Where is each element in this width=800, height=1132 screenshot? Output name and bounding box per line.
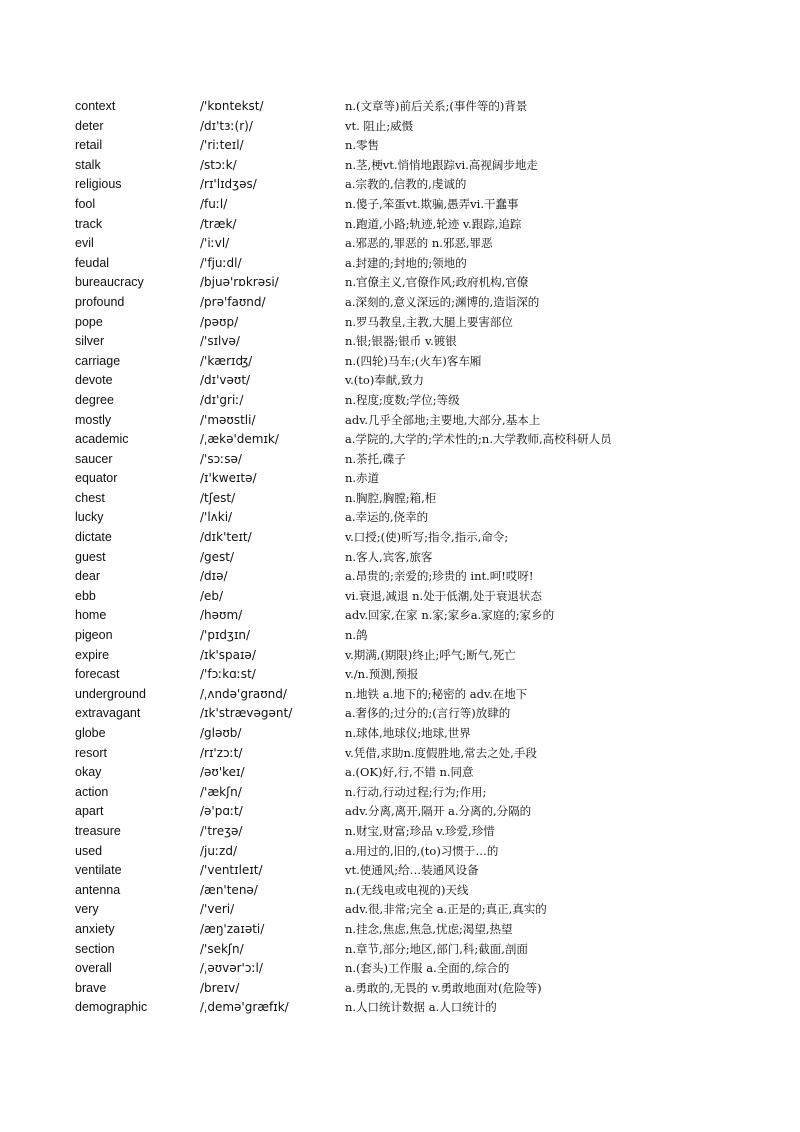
vocab-definition: a.用过的,旧的,(to)习惯于…的 [345,843,499,858]
vocab-word: overall [75,961,112,976]
vocab-row [75,430,775,450]
vocab-row [75,469,775,489]
vocab-definition: a.宗教的,信教的,虔诚的 [345,177,467,192]
vocab-phonetic: /ə'pɑːt/ [200,804,243,819]
vocab-phonetic: /'sɔːsə/ [200,451,242,466]
vocab-row [75,665,775,685]
vocab-phonetic: /'fɔːkɑːst/ [200,667,256,682]
vocab-word: silver [75,334,105,349]
vocab-definition: vt.使通风;给…装通风设备 [345,863,479,878]
vocab-definition: n.球体,地球仪;地球,世界 [345,726,471,740]
vocab-phonetic: /gləʊb/ [200,726,242,740]
vocab-phonetic: /stɔːk/ [200,157,237,172]
vocab-word: resort [75,745,107,760]
vocab-phonetic: /ˌækə'demɪk/ [200,432,279,447]
vocab-word: context [75,99,116,113]
vocab-phonetic: /træk/ [200,216,237,231]
vocab-phonetic: /əʊ'keɪ/ [200,765,245,780]
vocab-phonetic: /'fjuːdl/ [200,255,242,270]
vocab-definition: n.茎,梗vt.悄悄地跟踪vi.高视阔步地走 [345,157,538,172]
vocab-phonetic: /eb/ [200,588,224,603]
vocab-row [75,959,775,979]
vocab-word: antenna [75,882,121,897]
vocab-definition: v.(to)奉献,致力 [345,373,424,388]
vocab-word: saucer [75,451,113,466]
vocab-word: guest [75,549,106,564]
vocab-word: devote [75,373,113,388]
vocab-phonetic: /pəʊp/ [200,314,239,329]
vocab-definition: n.赤道 [345,471,380,486]
vocab-phonetic: /'veri/ [200,902,235,917]
vocab-word: extravagant [75,706,141,721]
vocab-definition: n.鸽 [345,628,368,643]
vocab-row [75,900,775,920]
vocab-row [75,156,775,176]
vocab-word: evil [75,236,94,251]
vocab-row [75,567,775,587]
vocab-row [75,802,775,822]
vocab-row [75,136,775,156]
vocab-word: profound [75,294,125,309]
vocab-row [75,626,775,646]
vocab-row [75,293,775,313]
vocab-word: okay [75,765,102,780]
vocab-row [75,548,775,568]
vocab-word: feudal [75,255,110,270]
vocab-word: carriage [75,353,121,368]
vocab-row [75,881,775,901]
vocab-definition: n.官僚主义,官僚作风;政府机构,官僚 [345,275,529,290]
vocab-definition: n.(无线电或电视的)天线 [345,882,469,897]
vocab-phonetic: /breɪv/ [200,980,240,995]
vocab-row [75,685,775,705]
vocab-phonetic: /gest/ [200,549,235,564]
vocab-definition: n.章节,部分;地区,部门,科;截面,剖面 [345,941,528,956]
vocab-phonetic: /'sekʃn/ [200,941,244,956]
vocab-phonetic: /'sɪlvə/ [200,334,240,349]
vocab-row [75,587,775,607]
vocab-phonetic: /'treʒə/ [200,823,243,838]
vocab-phonetic: /'ventɪleɪt/ [200,863,263,878]
vocab-phonetic: /ˌdemə'græfɪk/ [200,1000,289,1015]
vocab-phonetic: /dɪ'griː/ [200,392,244,407]
vocab-phonetic: /æŋ'zaɪəti/ [200,921,265,936]
vocab-word: retail [75,138,103,153]
vocab-word: ventilate [75,863,122,878]
vocab-row [75,175,775,195]
vocab-phonetic: /fuːl/ [200,196,228,211]
vocab-phonetic: /ˌəʊvər'ɔːl/ [200,961,263,976]
vocab-definition: a.学院的,大学的;学术性的;n.大学教师,高校科研人员 [345,432,612,447]
vocab-row [75,822,775,842]
vocab-definition: adv.几乎全部地;主要地,大部分,基本上 [345,412,541,427]
vocab-row [75,861,775,881]
vocab-phonetic: /'ækʃn/ [200,784,242,799]
vocab-definition: n.人口统计数据 a.人口统计的 [345,1000,497,1015]
vocab-word: very [75,902,99,917]
vocab-definition: v.口授;(使)听写;指令,指示,命令; [345,530,509,545]
vocab-phonetic: /bjuə'rɒkrəsi/ [200,275,279,290]
vocab-phonetic: /ɪ'kweɪtə/ [200,471,257,486]
vocab-phonetic: /'kɒntekst/ [200,99,264,113]
vocab-phonetic: /'məʊstli/ [200,412,256,427]
vocab-definition: n.银;银器;银币 v.镀银 [345,334,457,349]
vocab-definition: n.(文章等)前后关系;(事件等的)背景 [345,99,528,113]
vocab-phonetic: /dɪ'tɜː(r)/ [200,118,253,133]
vocab-word: equator [75,471,118,486]
vocab-row [75,195,775,215]
vocab-row [75,528,775,548]
vocab-word: ebb [75,588,96,603]
vocab-word: pigeon [75,628,113,643]
vocab-row [75,646,775,666]
vocab-phonetic: /ˌʌndə'graʊnd/ [200,686,287,701]
vocab-row [75,489,775,509]
vocab-row [75,352,775,372]
vocab-word: anxiety [75,921,115,936]
vocabulary-list [75,97,775,1018]
vocab-row [75,215,775,235]
vocab-definition: v.期满,(期限)终止;呼气;断气,死亡 [345,647,516,662]
vocab-phonetic: /ɪk'spaɪə/ [200,647,256,662]
vocab-definition: a.(OK)好,行,不错 n.同意 [345,765,474,780]
vocab-word: track [75,216,103,231]
vocab-row [75,744,775,764]
vocab-definition: a.勇敢的,无畏的 v.勇敢地面对(危险等) [345,980,542,995]
vocab-definition: n.胸腔,胸膛;箱,柜 [345,490,437,505]
vocab-phonetic: /rɪ'zɔːt/ [200,745,243,760]
vocab-word: deter [75,118,104,133]
vocab-definition: adv.很,非常;完全 a.正是的;真正,真实的 [345,902,547,917]
vocab-word: academic [75,432,129,447]
vocab-phonetic: /dɪ'vəʊt/ [200,373,251,388]
vocab-phonetic: /dɪə/ [200,569,228,584]
vocab-row [75,97,775,117]
vocab-definition: n.客人,宾客,旅客 [345,549,433,564]
vocab-word: lucky [75,510,104,525]
vocab-phonetic: /həʊm/ [200,608,243,623]
vocab-row [75,763,775,783]
vocab-phonetic: /dɪk'teɪt/ [200,530,252,545]
vocab-row [75,450,775,470]
vocab-definition: a.幸运的,侥幸的 [345,510,429,525]
vocab-row [75,313,775,333]
vocab-phonetic: /'lʌki/ [200,510,233,525]
vocab-word: brave [75,980,107,995]
vocab-row [75,998,775,1018]
vocab-word: degree [75,392,114,407]
vocab-definition: n.罗马教皇,主教,大腿上要害部位 [345,314,513,329]
vocab-word: expire [75,647,110,662]
vocab-word: stalk [75,157,101,172]
vocab-row [75,842,775,862]
vocab-definition: n.零售 [345,138,380,153]
vocab-phonetic: /'kærɪʤ/ [200,353,253,368]
vocab-word: globe [75,726,106,740]
vocab-row [75,979,775,999]
vocab-word: forecast [75,667,120,682]
vocab-row [75,606,775,626]
vocab-row [75,724,775,744]
vocab-word: dictate [75,530,112,545]
vocab-definition: vt. 阻止;威慑 [345,118,414,133]
vocab-definition: a.邪恶的,罪恶的 n.邪恶,罪恶 [345,236,493,251]
vocab-definition: n.(套头)工作服 a.全面的,综合的 [345,961,510,976]
vocab-word: used [75,843,103,858]
vocab-definition: n.财宝,财富;珍品 v.珍爱,珍惜 [345,823,495,838]
vocab-phonetic: /'pɪdʒɪn/ [200,628,251,643]
vocab-word: bureaucracy [75,275,144,290]
vocab-row [75,234,775,254]
vocab-definition: n.行动,行动过程;行为;作用; [345,784,487,799]
vocab-phonetic: /juːzd/ [200,843,237,858]
vocab-row [75,391,775,411]
vocab-row [75,704,775,724]
vocab-word: apart [75,804,104,819]
vocab-phonetic: /æn'tenə/ [200,882,258,897]
vocab-row [75,783,775,803]
vocab-phonetic: /'riːteɪl/ [200,138,244,153]
vocab-definition: n.程度;度数;学位;等级 [345,392,460,407]
vocab-definition: n.傻子,笨蛋vt.欺骗,愚弄vi.干蠢事 [345,196,519,211]
vocab-definition: n.(四轮)马车;(火车)客车厢 [345,353,482,368]
vocab-definition: n.跑道,小路;轨迹,轮迹 v.跟踪,追踪 [345,216,522,231]
vocab-definition: a.昂贵的;亲爱的;珍贵的 int.呵!哎呀! [345,569,534,584]
vocab-word: fool [75,196,96,211]
vocab-row [75,332,775,352]
vocab-row [75,411,775,431]
vocab-definition: a.封建的;封地的;领地的 [345,255,467,270]
vocab-row [75,940,775,960]
vocab-definition: vi.衰退,减退 n.处于低潮,处于衰退状态 [345,588,542,603]
vocab-row [75,117,775,137]
vocab-word: dear [75,569,101,584]
vocab-word: action [75,784,109,799]
vocab-row [75,920,775,940]
vocab-word: demographic [75,1000,148,1015]
vocab-word: chest [75,490,105,505]
vocab-word: home [75,608,107,623]
vocab-definition: n.茶托,碟子 [345,451,406,466]
vocab-definition: n.地铁 a.地下的;秘密的 adv.在地下 [345,686,528,701]
vocab-definition: a.奢侈的;过分的;(言行等)放肆的 [345,706,511,721]
vocab-word: mostly [75,412,112,427]
vocab-definition: n.挂念,焦虑,焦急,忧虑;渴望,热望 [345,921,513,936]
vocab-word: pope [75,314,103,329]
vocab-phonetic: /'iːvl/ [200,236,230,251]
vocab-phonetic: /rɪ'lɪdʒəs/ [200,177,257,192]
vocab-row [75,508,775,528]
vocab-definition: v.凭借,求助n.度假胜地,常去之处,手段 [345,745,537,760]
vocab-word: underground [75,686,146,701]
vocab-row [75,254,775,274]
vocab-row [75,371,775,391]
vocab-definition: adv.分离,离开,隔开 a.分离的,分隔的 [345,804,532,819]
vocab-definition: adv.回家,在家 n.家;家乡a.家庭的;家乡的 [345,608,555,623]
vocab-definition: a.深刻的,意义深远的;渊博的,造诣深的 [345,294,540,309]
vocab-phonetic: /ɪk'strævəgənt/ [200,706,293,721]
vocab-phonetic: /tʃest/ [200,490,236,505]
vocab-row [75,273,775,293]
vocab-definition: v./n.预测,预报 [345,667,419,682]
vocab-word: treasure [75,823,121,838]
vocab-phonetic: /prə'faʊnd/ [200,294,266,309]
vocab-word: religious [75,177,122,192]
vocab-word: section [75,941,115,956]
